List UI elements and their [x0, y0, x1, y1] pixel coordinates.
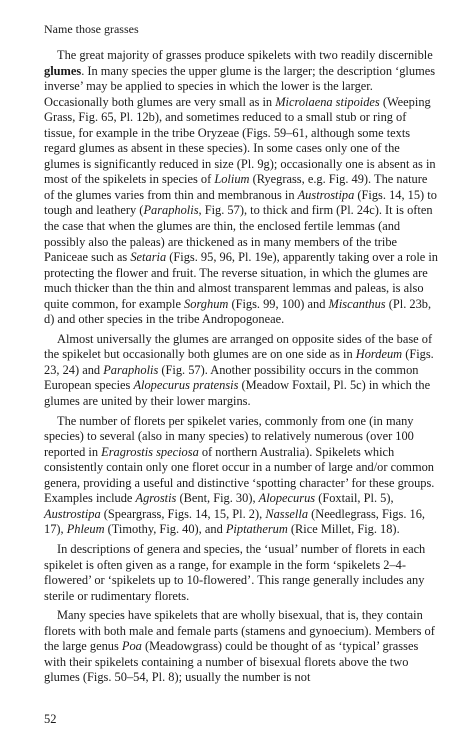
italic-term: Sorghum	[184, 296, 229, 311]
text-run: (Foxtail, Pl. 5),	[315, 491, 394, 506]
text-run: Many species have spikelets that are wholly bisexual, that is, they contain florets with both male and female parts (stamens and gynoecium). Members of the large genus	[44, 608, 435, 654]
text-run: (Fig. 57). Another possibility occurs in the common European species	[44, 362, 419, 393]
text-run: (Figs. 99, 100) and	[228, 296, 329, 311]
body-text	[44, 48, 438, 690]
italic-term: Alopecurus	[258, 491, 316, 506]
italic-term: Miscanthus	[328, 296, 386, 311]
text-run: The great majority of grasses produce spikelets with two readily discernible	[57, 48, 433, 62]
text-run: (Weeping Grass, Fig. 65, Pl. 12b), and sometimes reduced to a small stub or ring of tissue, for example in the tribe Oryzeae (Figs. 59–61, although some texts regard glumes as absent in these species). In some cases only one of the glumes is significantly reduced in size (Pl. 9g); occasionally one is absent as in most of the spikelets in species of	[44, 94, 436, 187]
text-run: (Needlegrass, Figs. 16, 17),	[44, 506, 426, 537]
italic-term: Austrostipa	[297, 187, 355, 202]
italic-term: Microlaena stipoides	[275, 94, 380, 109]
italic-term: Poa	[121, 639, 142, 654]
italic-term: Lolium	[214, 172, 250, 187]
italic-term: Austrostipa	[44, 506, 101, 521]
text-run: . In many species the upper glume is the larger; the description ‘glumes inverse’ may be applied to species in which the lower is the larger. Occasionally both glumes are very small as in	[44, 63, 436, 109]
paragraph	[44, 48, 438, 328]
paragraph	[44, 414, 438, 538]
text-run: (Meadowgrass) could be thought of as ‘typical’ grasses with their spikelets containing a number of bisexual florets above the two glumes (Figs. 50–54, Pl. 8); usually the number is not	[44, 639, 419, 685]
italic-term: Parapholis	[143, 203, 199, 218]
italic-term: Phleum	[66, 522, 105, 537]
bold-term: glumes	[44, 63, 82, 78]
italic-term: Hordeum	[355, 347, 403, 362]
text-run: (Bent, Fig. 30),	[176, 491, 259, 506]
italic-term: Nassella	[265, 506, 309, 521]
text-run: (Pl. 23b, d) and other species in the tribe Andropogoneae.	[44, 296, 432, 327]
text-run: (Speargrass, Figs. 14, 15, Pl. 2),	[100, 506, 266, 521]
page-number: 52	[44, 712, 57, 726]
text-run: (Meadow Foxtail, Pl. 5c) in which the glumes are united by their lower margins.	[44, 378, 431, 409]
italic-term: Setaria	[130, 250, 167, 265]
italic-term: Alopecurus pratensis	[133, 378, 239, 393]
text-run: (Figs. 95, 96, Pl. 19e), apparently taking over a role in protecting the flower and fruit. The reverse situation, in which the glumes are much thicker than the thin and almost transparent lemmas and paleas, is also quite common, for example	[44, 250, 439, 311]
italic-term: Piptatherum	[225, 522, 288, 537]
italic-term: Eragrostis speciosa	[101, 444, 199, 459]
italic-term: Agrostis	[135, 491, 177, 506]
text-run: In descriptions of genera and species, the ‘usual’ number of florets in each spikelet is often given as a range, for example in the form ‘spikelets 2–4-flowered’ or ‘spikelets up to 10-flowered’. This range generally includes any sterile or rudimentary florets.	[44, 541, 426, 603]
text-run: of northern Australia). Spikelets which consistently contain only one floret occur in a number of large and/or common genera, providing a useful and distinctive ‘spotting character’ for these groups. Examples include	[44, 444, 435, 506]
text-run: (Figs. 14, 15) to tough and leathery (	[44, 187, 437, 218]
text-run: (Timothy, Fig. 40), and	[104, 522, 226, 537]
text-run: (Rice Millet, Fig. 18).	[287, 522, 400, 537]
paragraph	[44, 542, 438, 604]
running-head: Name those grasses	[44, 22, 139, 36]
text-run: Almost universally the glumes are arranged on opposite sides of the base of the spikelet but occasionally both glumes are on one side as in	[44, 331, 433, 362]
paragraph	[44, 608, 438, 686]
text-run: (Figs. 23, 24) and	[44, 347, 434, 377]
paragraph	[44, 332, 438, 410]
text-run: (Ryegrass, e.g. Fig. 49). The nature of the glumes varies from thin and membranous in	[44, 172, 428, 202]
text-run: The number of florets per spikelet varies, commonly from one (in many species) to several (also in many species) to relatively numerous (over 100 reported in	[44, 413, 414, 459]
italic-term: Parapholis	[103, 362, 159, 377]
text-run: , Fig. 57), to thick and firm (Pl. 24c). It is often the case that when the glumes are thin, the enclosed fertile lemmas (and possibly also the paleas) are thickened as in many members of the tribe Paniceae such as	[44, 203, 433, 265]
